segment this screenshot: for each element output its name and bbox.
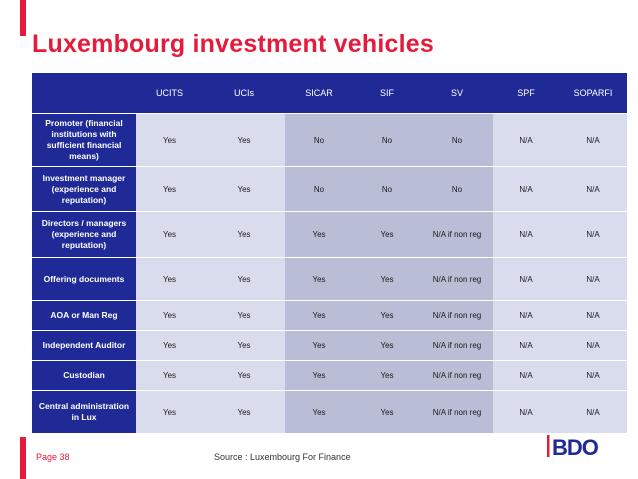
column-header: SPF [493, 73, 559, 114]
page-number: Page 38 [36, 452, 70, 462]
table-cell: Yes [353, 391, 421, 434]
table-cell: Yes [136, 258, 203, 301]
table-cell: No [421, 167, 493, 212]
table-cell: Yes [136, 391, 203, 434]
row-label: Investment manager (experience and reputation) [32, 167, 136, 212]
table-cell: Yes [203, 114, 285, 167]
header-corner-cell [32, 73, 136, 114]
table-cell: Yes [285, 391, 353, 434]
table-cell: Yes [285, 258, 353, 301]
row-label: Offering documents [32, 258, 136, 301]
row-label: Promoter (financial institutions with sufficient financial means) [32, 114, 136, 167]
slide-title: Luxembourg investment vehicles [32, 30, 434, 58]
table-row [32, 114, 627, 167]
table-cell: N/A if non reg [421, 212, 493, 258]
table-cell: Yes [203, 391, 285, 434]
table-cell: No [353, 114, 421, 167]
row-label: Custodian [32, 361, 136, 391]
table-row [32, 167, 627, 212]
column-header: SOPARFI [559, 73, 627, 114]
table-cell: N/A if non reg [421, 391, 493, 434]
row-label: Directors / managers (experience and reputation) [32, 212, 136, 258]
accent-bar-top [20, 0, 26, 36]
table-body [32, 114, 627, 434]
table-cell: N/A [559, 258, 627, 301]
table-cell: Yes [136, 114, 203, 167]
table-cell: Yes [136, 301, 203, 331]
column-header: UCIs [203, 73, 285, 114]
investment-vehicles-table [32, 73, 627, 434]
table-cell: Yes [353, 361, 421, 391]
table-cell: Yes [136, 361, 203, 391]
table-cell: N/A [493, 361, 559, 391]
table-row [32, 258, 627, 301]
table-cell: Yes [136, 167, 203, 212]
table-row [32, 331, 627, 361]
table-cell: Yes [353, 331, 421, 361]
table-cell: N/A [559, 301, 627, 331]
table-cell: Yes [203, 301, 285, 331]
table-cell: Yes [353, 258, 421, 301]
row-label: Independent Auditor [32, 331, 136, 361]
table-row [32, 391, 627, 434]
table-cell: Yes [285, 331, 353, 361]
table-cell: No [421, 114, 493, 167]
table-cell: N/A [493, 331, 559, 361]
table-cell: N/A [559, 114, 627, 167]
table-cell: N/A [559, 167, 627, 212]
table-cell: N/A if non reg [421, 331, 493, 361]
table-cell: Yes [203, 167, 285, 212]
table-cell: N/A [559, 331, 627, 361]
table-cell: No [353, 167, 421, 212]
table-cell: Yes [353, 212, 421, 258]
table-cell: N/A [493, 301, 559, 331]
table-cell: No [285, 114, 353, 167]
table-cell: N/A [559, 361, 627, 391]
table-cell: Yes [285, 212, 353, 258]
table-cell: Yes [285, 361, 353, 391]
table-cell: Yes [353, 301, 421, 331]
table-cell: N/A [559, 212, 627, 258]
table-cell: N/A [493, 212, 559, 258]
column-header: SIF [353, 73, 421, 114]
bdo-logo [547, 433, 617, 463]
table-cell: N/A if non reg [421, 258, 493, 301]
table-cell: N/A [493, 258, 559, 301]
table-row [32, 361, 627, 391]
header-row [32, 73, 627, 114]
table-cell: Yes [203, 212, 285, 258]
table-cell: N/A [493, 391, 559, 434]
row-label: AOA or Man Reg [32, 301, 136, 331]
logo-text: BDO [552, 435, 598, 460]
column-header: SV [421, 73, 493, 114]
table-cell: No [285, 167, 353, 212]
table-cell: Yes [136, 331, 203, 361]
table-cell: N/A [559, 391, 627, 434]
accent-bar-bottom [20, 437, 26, 479]
logo-bar [547, 435, 550, 457]
source-note: Source : Luxembourg For Finance [214, 452, 351, 462]
table-cell: Yes [203, 361, 285, 391]
table-cell: Yes [203, 258, 285, 301]
table-cell: Yes [203, 331, 285, 361]
table-row [32, 212, 627, 258]
table-cell: N/A if non reg [421, 301, 493, 331]
table-cell: Yes [136, 212, 203, 258]
column-header: UCITS [136, 73, 203, 114]
table-cell: N/A if non reg [421, 361, 493, 391]
column-header: SICAR [285, 73, 353, 114]
table-cell: N/A [493, 167, 559, 212]
row-label: Central administration in Lux [32, 391, 136, 434]
table-cell: N/A [493, 114, 559, 167]
table-cell: Yes [285, 301, 353, 331]
table-row [32, 301, 627, 331]
